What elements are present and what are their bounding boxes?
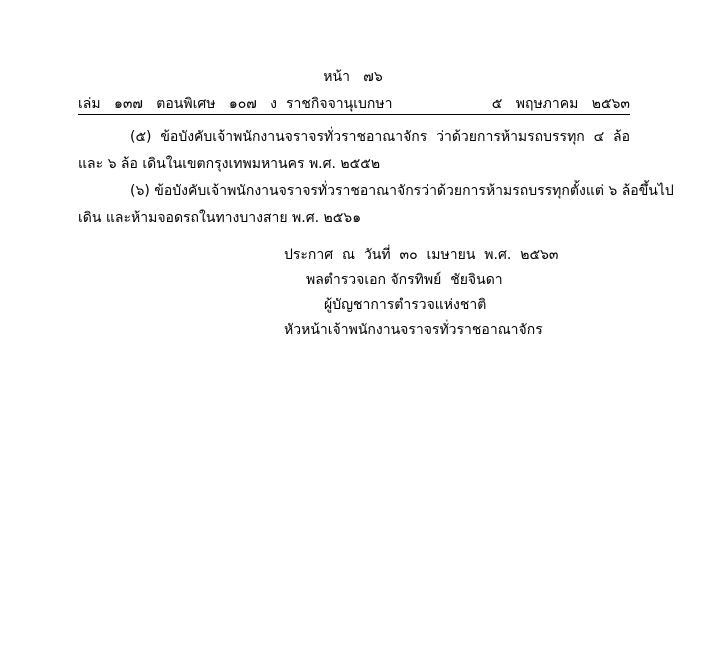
paragraph-item-6-line-1: (๖) ข้อบังคับเจ้าพนักงานจราจรทั่วราชอาณาจักรว่าด้วยการห้ามรถบรรทุกตั้งแต่ ๖ ล้อขึ้นไป: [130, 183, 674, 199]
volume-info: เล่ม ๑๓๗ ตอนพิเศษ ๑๐๗ ง: [78, 96, 277, 112]
paragraph-item-5-line-2: และ ๖ ล้อ เดินในเขตกรุงเทพมหานคร พ.ศ. ๒๕๕๒: [78, 156, 381, 172]
signature-block: [250, 243, 559, 343]
paragraph-item-5-line-1: (๕) ข้อบังคับเจ้าพนักงานจราจรทั่วราชอาณาจักร ว่าด้วยการห้ามรถบรรทุก ๔ ล้อ: [130, 129, 630, 145]
paragraph-item-5: [78, 124, 630, 178]
signatory-name: พลตำรวจเอก จักรทิพย์ ชัยจินดา: [306, 272, 503, 288]
announcement-date: ประกาศ ณ วันที่ ๓๐ เมษายน พ.ศ. ๒๕๖๓: [284, 247, 559, 263]
gazette-name: ราชกิจจานุเบกษา: [286, 96, 393, 112]
paragraph-item-6-line-2: เดิน และห้ามจอดรถในทางบางสาย พ.ศ. ๒๕๖๑: [78, 210, 362, 226]
signatory-position-2: หัวหน้าเจ้าพนักงานจราจรทั่วราชอาณาจักร: [284, 322, 543, 338]
signatory-position-1: ผู้บัญชาการตำรวจแห่งชาติ: [324, 297, 487, 313]
publication-date: ๕ พฤษภาคม ๒๕๖๓: [491, 96, 630, 112]
gazette-header: [78, 93, 630, 113]
paragraph-item-6: [78, 178, 674, 232]
page-number: หน้า ๗๖: [323, 69, 383, 85]
header-divider: [78, 114, 630, 115]
